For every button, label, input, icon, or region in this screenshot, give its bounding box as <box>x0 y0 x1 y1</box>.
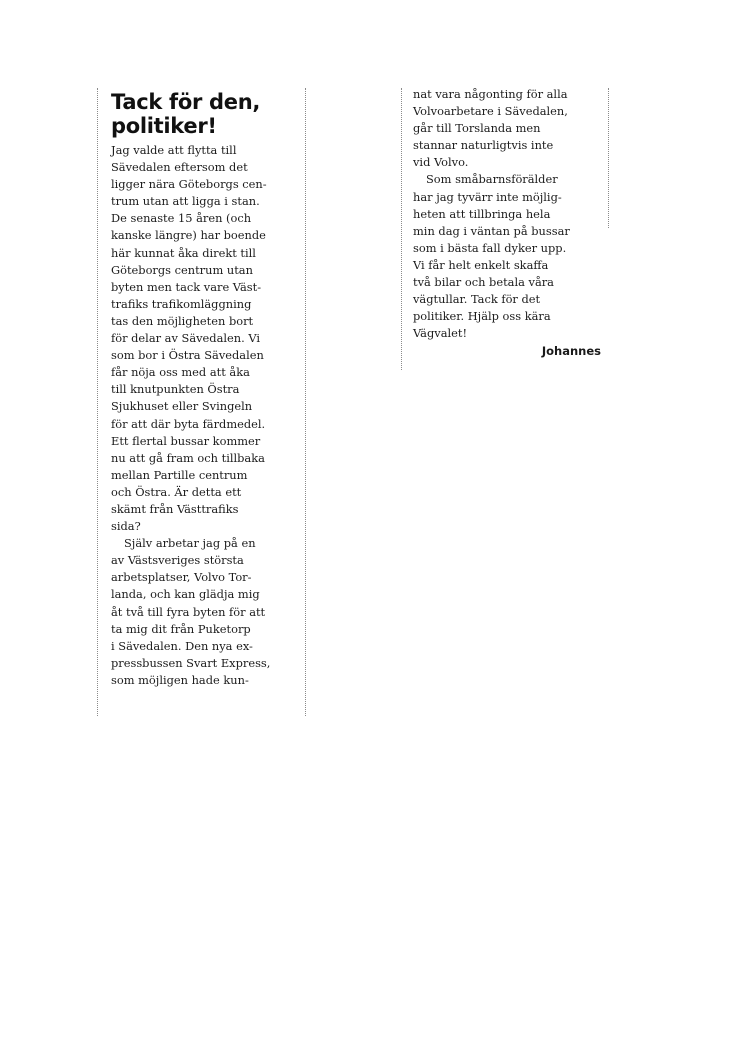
text-line: Ett flertal bussar kommer <box>111 433 261 448</box>
text-line: av Västsveriges största <box>111 553 244 568</box>
article-headline <box>111 90 301 138</box>
text-line: stannar naturligtvis inte <box>413 138 554 153</box>
text-line: De senaste 15 åren (och <box>111 211 252 226</box>
text-line: Jag valde att flytta till <box>111 143 237 157</box>
text-line: som i bästa fall dyker upp. <box>413 240 567 255</box>
text-line: min dag i väntan på bussar <box>413 223 570 238</box>
text-line: Vi får helt enkelt skaffa <box>413 257 549 272</box>
text-line: Vägvalet! <box>413 326 468 341</box>
column-divider-left <box>97 88 98 716</box>
headline-line: Tack för den, <box>111 90 261 114</box>
text-line: nat vara någonting för alla <box>413 87 568 101</box>
text-line: Sävedalen eftersom det <box>111 160 248 175</box>
text-line: får nöja oss med att åka <box>111 365 250 380</box>
text-line: trum utan att ligga i stan. <box>111 194 260 209</box>
text-line: Sjukhuset eller Svingeln <box>111 399 253 414</box>
text-line: för delar av Sävedalen. Vi <box>111 331 261 346</box>
text-line: har jag tyvärr inte möjlig- <box>413 189 562 204</box>
text-line: här kunnat åka direkt till <box>111 245 256 260</box>
headline-line: politiker! <box>111 114 217 138</box>
text-line: pressbussen Svart Express, <box>111 655 271 670</box>
text-line: politiker. Hjälp oss kära <box>413 309 551 324</box>
text-line: trafiks trafikomläggning <box>111 296 252 311</box>
text-line: landa, och kan glädja mig <box>111 587 260 602</box>
text-line: Volvoarbetare i Sävedalen, <box>413 104 568 119</box>
text-line: för att där byta färdmedel. <box>111 416 266 431</box>
text-line: åt två till fyra byten för att <box>111 604 266 619</box>
text-line: vägtullar. Tack för det <box>413 292 541 307</box>
text-line: Som småbarnsförälder <box>426 172 558 187</box>
column-divider-center <box>305 88 306 716</box>
author-signature: Johannes <box>541 344 601 359</box>
text-line: Själv arbetar jag på en <box>124 536 256 551</box>
text-line: tas den möjligheten bort <box>111 313 254 328</box>
text-line: vid Volvo. <box>413 155 469 170</box>
article-body-left <box>111 142 301 689</box>
text-line: kanske längre) har boende <box>111 228 266 243</box>
text-line: Göteborgs centrum utan <box>111 262 253 277</box>
article-left-column <box>111 90 301 689</box>
text-line: mellan Partille centrum <box>111 467 248 482</box>
article-right-column <box>413 86 601 360</box>
text-line: till knutpunkten Östra <box>111 382 240 397</box>
text-line: nu att gå fram och tillbaka <box>111 450 265 465</box>
text-line: och Östra. Är detta ett <box>111 484 242 499</box>
text-line: ligger nära Göteborgs cen- <box>111 177 267 192</box>
text-line: arbetsplatser, Volvo Tor- <box>111 570 252 585</box>
text-line: ta mig dit från Puketorp <box>111 621 251 636</box>
text-line: som bor i Östra Sävedalen <box>111 348 264 363</box>
text-line: går till Torslanda men <box>413 121 541 136</box>
article-body-right <box>413 86 601 342</box>
text-line: byten men tack vare Väst- <box>111 279 262 294</box>
text-line: heten att tillbringa hela <box>413 206 551 221</box>
text-line: som möjligen hade kun- <box>111 672 249 687</box>
column-divider-right <box>608 88 609 228</box>
text-line: i Sävedalen. Den nya ex- <box>111 638 253 653</box>
text-line: skämt från Västtrafiks <box>111 501 239 516</box>
text-line: sida? <box>111 519 141 534</box>
column-divider-center-right <box>401 88 402 370</box>
text-line: två bilar och betala våra <box>413 275 554 290</box>
